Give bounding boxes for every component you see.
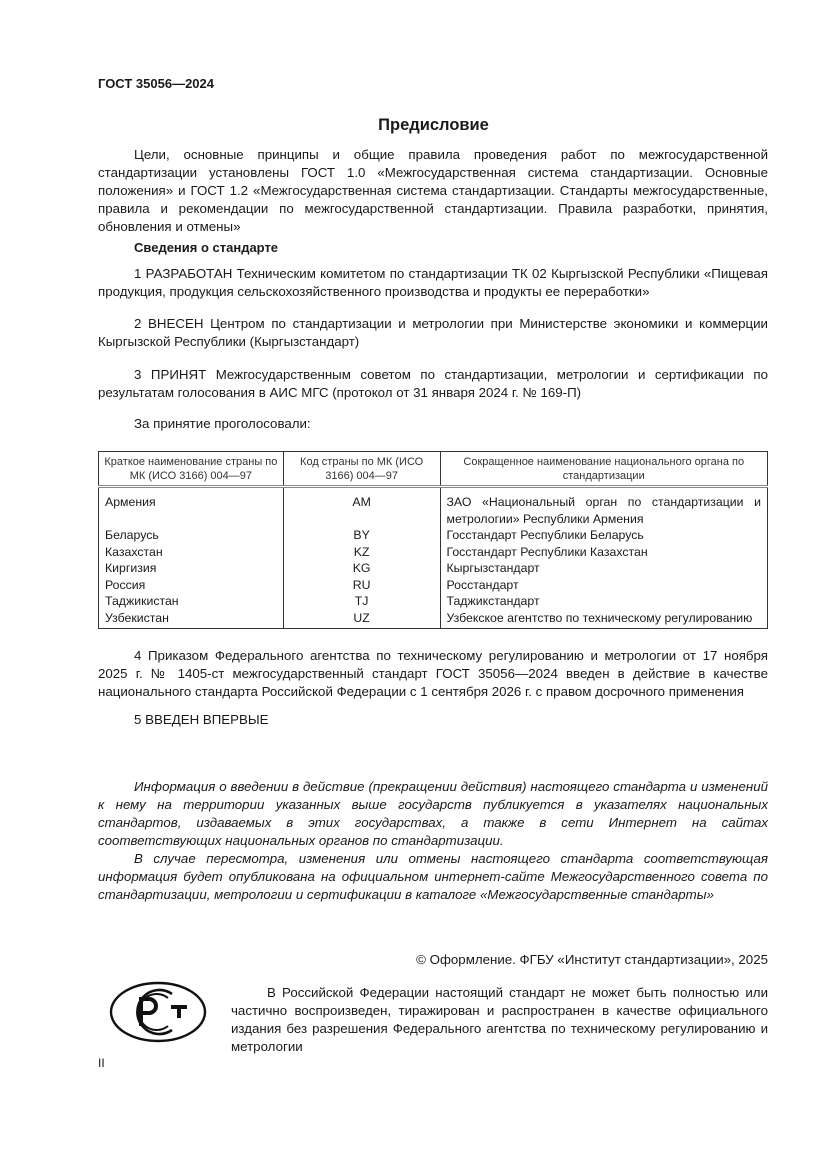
cell-country: Беларусь xyxy=(99,527,284,544)
cell-code: TJ xyxy=(283,593,440,610)
info-item-5 xyxy=(98,711,768,729)
page-title: Предисловие xyxy=(378,116,489,134)
info-notes xyxy=(98,778,768,904)
legal-notice: В Российской Федерации настоящий стандарт не может быть полностью или частично воспроизведен, тиражирован и распространен в качестве официального издания без разрешения Федерального агентства по техническому регулированию и метрологии xyxy=(231,985,768,1054)
header-code: Код страны по МК (ИСО 3166) 004—97 xyxy=(283,452,440,487)
info-item-text: 4 Приказом Федерального агентства по техническому регулированию и метрологии от 17 ноября 2025 г. № 1405-ст межгосударственный стандарт ГОСТ 35056—2024 введен в действие в качестве национального стандарта Российской Федерации с 1 сентября 2026 г. с правом досрочного применения xyxy=(98,648,768,699)
voted-label: За принятие проголосовали: xyxy=(134,416,311,431)
document-code: ГОСТ 35056—2024 xyxy=(98,76,214,91)
info-item-3 xyxy=(98,366,768,402)
vote-table xyxy=(98,451,768,629)
cell-country: Узбекистан xyxy=(99,610,284,629)
info-item-text: 3 ПРИНЯТ Межгосударственным советом по стандартизации, метрологии и сертификации по результатам голосования в АИС МГС (протокол от 31 января 2024 г. № 169-П) xyxy=(98,367,768,400)
table-row xyxy=(99,544,768,561)
copyright-notice: © Оформление. ФГБУ «Институт стандартизации», 2025 xyxy=(416,952,768,967)
table-header-row xyxy=(99,452,768,487)
table-row xyxy=(99,527,768,544)
intro-paragraph xyxy=(98,146,768,236)
header-body: Сокращенное наименование национального органа по стандартизации xyxy=(440,452,768,487)
cell-country: Таджикистан xyxy=(99,593,284,610)
cell-body: ЗАО «Национальный орган по стандартизации и метрологии» Республики Армения xyxy=(440,487,768,528)
cell-code: KZ xyxy=(283,544,440,561)
page-number: II xyxy=(98,1056,105,1070)
info-item-4 xyxy=(98,647,768,701)
table-row xyxy=(99,560,768,577)
info-note: В случае пересмотра, изменения или отмены настоящего стандарта соответствующая информация будет опубликована на официальном интернет-сайте Межгосударственного совета по стандартизации, метрологии и сертификации в каталоге «Межгосударственные стандарты» xyxy=(98,851,768,902)
info-note: Информация о введении в действие (прекращении действия) настоящего стандарта и изменений к нему на территории указанных выше государств публикуется в указателях национальных стандартов, издаваемых в этих государствах, а также в сети Интернет на сайтах соответствующих национальных органов по стандартизации. xyxy=(98,779,768,848)
cell-body: Таджикстандарт xyxy=(440,593,768,610)
info-item-1 xyxy=(98,265,768,301)
info-item-2 xyxy=(98,315,768,351)
cell-country: Киргизия xyxy=(99,560,284,577)
section-heading: Сведения о стандарте xyxy=(134,240,279,255)
cell-country: Казахстан xyxy=(99,544,284,561)
table-row xyxy=(99,577,768,594)
cell-code: RU xyxy=(283,577,440,594)
cell-body: Кыргызстандарт xyxy=(440,560,768,577)
cell-code: KG xyxy=(283,560,440,577)
gost-r-logo-icon xyxy=(108,980,208,1044)
cell-country: Россия xyxy=(99,577,284,594)
cell-body: Госстандарт Республики Беларусь xyxy=(440,527,768,544)
cell-body: Узбекское агентство по техническому регулированию xyxy=(440,610,768,629)
header-country: Краткое наименование страны по МК (ИСО 3166) 004—97 xyxy=(99,452,284,487)
table-row xyxy=(99,487,768,528)
cell-code: AM xyxy=(283,487,440,528)
cell-code: BY xyxy=(283,527,440,544)
info-item-text: 2 ВНЕСЕН Центром по стандартизации и метрологии при Министерстве экономики и коммерции Кыргызской Республики (Кыргызстандарт) xyxy=(98,316,768,349)
intro-text: Цели, основные принципы и общие правила проведения работ по межгосударственной стандартизации установлены ГОСТ 1.0 «Межгосударственная система стандартизации. Основные положения» и ГОСТ 1.2 «Межгосударственная система стандартизации. Стандарты межгосударственные, правила и рекомендации по межгосударственной стандартизации. Правила разработки, принятия, обновления и отмены» xyxy=(98,147,768,234)
table-row xyxy=(99,593,768,610)
info-item-text: 1 РАЗРАБОТАН Техническим комитетом по стандартизации ТК 02 Кыргызской Республики «Пищевая продукция, продукция сельскохозяйственного производства и продукты ее переработки» xyxy=(98,266,768,299)
cell-body: Госстандарт Республики Казахстан xyxy=(440,544,768,561)
cell-country: Армения xyxy=(99,487,284,528)
cell-body: Росстандарт xyxy=(440,577,768,594)
table-row xyxy=(99,610,768,629)
cell-code: UZ xyxy=(283,610,440,629)
info-item-text: 5 ВВЕДЕН ВПЕРВЫЕ xyxy=(134,712,269,727)
